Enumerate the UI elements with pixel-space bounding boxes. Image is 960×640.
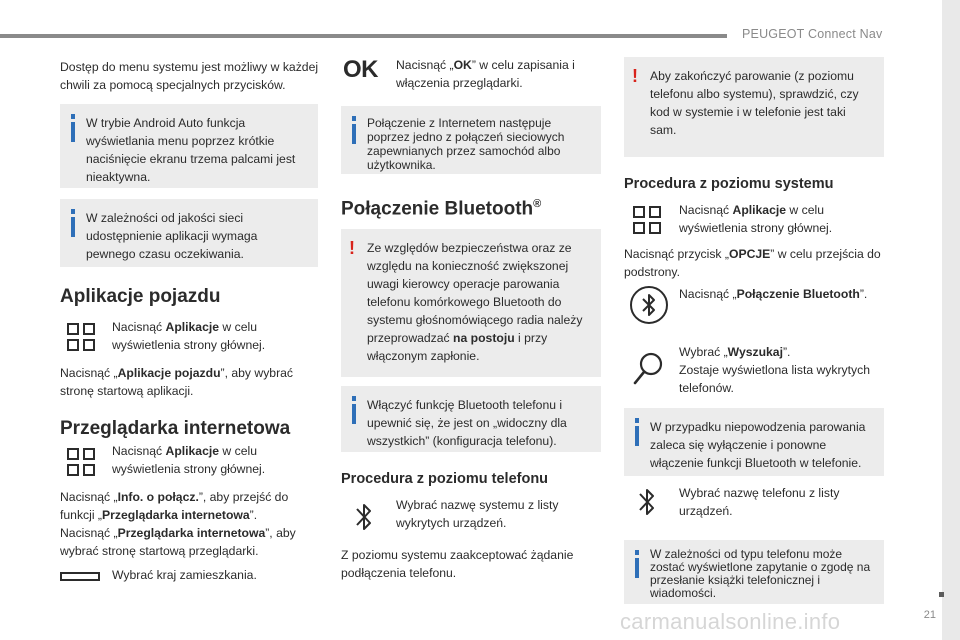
info-icon	[68, 209, 78, 239]
info-icon	[68, 114, 78, 144]
info-text: W trybie Android Auto funkcja wyświetlania menu poprzez krótkie naciśnięcie ekranu trzema palcami jest nieaktywna.	[86, 116, 296, 184]
step-ok: Nacisnąć „OK” w celu zapisania i włączenia przeglądarki.	[396, 58, 575, 90]
warning-icon: !	[349, 238, 355, 258]
para-browser-start: Nacisnąć „Przeglądarka internetowa”, aby wybrać stronę startową przeglądarki.	[60, 526, 296, 558]
apps-grid-icon	[66, 447, 96, 477]
warning-text: Ze względów bezpieczeństwa oraz ze względu na konieczność zwiększonej uwagi kierowcy operacje parowania telefonu komórkowego Bluetooth do systemu głośnomówiącego radia należy przeprowadzać na postoju i przy włączonym zapłonie.	[367, 241, 583, 363]
step-browser-apps: Nacisnąć Aplikacje w celu wyświetlenia strony głównej.	[112, 444, 266, 476]
search-icon	[631, 351, 665, 387]
warning-box-safety	[341, 229, 601, 377]
dropdown-field-icon	[60, 572, 100, 581]
info-text: W przypadku niepowodzenia parowania zaleca się wyłączenie i ponowne włączenie funkcji Bluetooth w telefonie.	[650, 420, 866, 470]
warning-icon: !	[632, 66, 638, 86]
para-vehicle-apps: Nacisnąć „Aplikacje pojazdu”, aby wybrać stronę startową aplikacji.	[60, 366, 294, 398]
info-text: W zależności od jakości sieci udostępnienie aplikacji wymaga pewnego czasu oczekiwania.	[86, 211, 258, 261]
heading-vehicle-apps: Aplikacje pojazdu	[60, 286, 221, 307]
info-box-phonebook	[624, 540, 884, 604]
info-icon	[349, 396, 359, 426]
ok-icon: OK	[343, 56, 378, 83]
para-options: Nacisnąć przycisk „OPCJE” w celu przejścia do podstrony.	[624, 247, 881, 279]
warning-text: Aby zakończyć parowanie (z poziomu telefonu albo systemu), sprawdzić, czy kod w systemie i w telefonie jest taki sam.	[650, 69, 859, 137]
info-icon	[349, 116, 359, 146]
step-bt-connection: Nacisnąć „Połączenie Bluetooth”.	[679, 287, 868, 301]
info-text: Włączyć funkcję Bluetooth telefonu i upewnić się, że jest on „widoczny dla wszystkich” (konfiguracja telefonu).	[367, 398, 567, 448]
header-rule	[0, 34, 727, 38]
bluetooth-connection-icon	[628, 284, 670, 326]
heading-browser: Przeglądarka internetowa	[60, 418, 291, 439]
info-box-network	[60, 199, 318, 267]
step-select-system: Wybrać nazwę systemu z listy wykrytych urządzeń.	[396, 498, 559, 530]
info-box-internet	[341, 106, 601, 174]
heading-phone-procedure: Procedura z poziomu telefonu	[341, 471, 549, 487]
para-browser-info: Nacisnąć „Info. o połącz.”, aby przejść do funkcji „Przeglądarka internetowa”.	[60, 490, 289, 522]
heading-bluetooth: Połączenie Bluetooth®	[341, 198, 542, 220]
info-box-android-auto	[60, 104, 318, 188]
step-choose-country: Wybrać kraj zamieszkania.	[112, 568, 257, 582]
info-icon	[632, 550, 642, 580]
bluetooth-icon	[638, 484, 656, 520]
info-box-pairing-failed	[624, 408, 884, 476]
side-strip	[942, 0, 960, 640]
warning-box-pairing-code	[624, 57, 884, 157]
info-text: Połączenie z Internetem następuje poprzez jedno z połączeń sieciowych zapewnianych przez samochód albo użytkownika.	[367, 116, 565, 172]
step-search: Wybrać „Wyszukaj”. Zostaje wyświetlona lista wykrytych telefonów.	[679, 345, 870, 395]
apps-grid-icon	[66, 322, 96, 352]
intro-text: Dostęp do menu systemu jest możliwy w każdej chwili za pomocą specjalnych przycisków.	[60, 60, 319, 92]
info-text: W zależności od typu telefonu może zostać wyświetlone zapytanie o zgodę na przesłanie książki telefonicznej i wiadomości.	[650, 547, 871, 600]
heading-system-procedure: Procedura z poziomu systemu	[624, 176, 834, 192]
apps-grid-icon	[632, 205, 662, 235]
side-marker	[939, 592, 944, 597]
info-icon	[632, 418, 642, 448]
header-title: PEUGEOT Connect Nav	[742, 27, 883, 41]
watermark: carmanualsonline.info	[620, 609, 841, 634]
step-system-apps: Nacisnąć Aplikacje w celu wyświetlenia strony głównej.	[679, 203, 833, 235]
para-accept-request: Z poziomu systemu zaakceptować żądanie podłączenia telefonu.	[341, 548, 574, 580]
page-number: 21	[923, 609, 936, 621]
step-apps: Nacisnąć Aplikacje w celu wyświetlenia strony głównej.	[112, 320, 266, 352]
bluetooth-icon	[355, 499, 373, 535]
step-select-phone: Wybrać nazwę telefonu z listy urządzeń.	[679, 486, 840, 518]
info-box-enable-bt	[341, 386, 601, 452]
